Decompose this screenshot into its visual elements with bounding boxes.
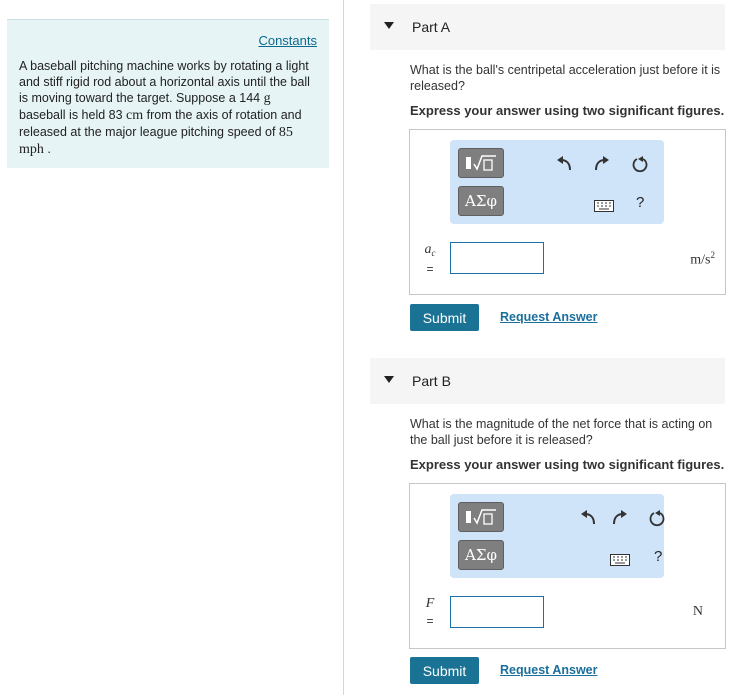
part-b-header[interactable]: [370, 358, 725, 404]
part-b-instruction: Express your answer using two significant figures.: [410, 457, 725, 472]
greek-symbols-button[interactable]: ΑΣφ: [458, 540, 504, 570]
templates-icon: [463, 153, 499, 173]
part-b-unit: N: [692, 604, 703, 619]
part-a-header[interactable]: [370, 4, 725, 50]
help-icon[interactable]: ?: [636, 194, 645, 211]
undo-icon[interactable]: [554, 154, 574, 174]
panel-divider: [343, 0, 344, 695]
keyboard-icon[interactable]: [610, 550, 630, 570]
part-b-submit-button[interactable]: Submit: [410, 657, 479, 684]
part-a-title: Part A: [412, 19, 451, 35]
part-b-question: What is the magnitude of the net force that is acting on the ball just before it is released?: [410, 417, 713, 447]
part-b-request-answer-link[interactable]: Request Answer: [500, 663, 598, 677]
part-a-instruction: Express your answer using two significant figures.: [410, 103, 725, 118]
problem-text-4: .: [43, 142, 51, 156]
problem-text-3: from the axis of rotation and released at the major league pitching speed of: [19, 108, 302, 139]
problem-text-1: A baseball pitching machine works by rotating a light and stiff rigid rod about a horizontal axis until the ball is moving toward the target. Suppose a 144: [19, 59, 310, 105]
templates-button[interactable]: [458, 148, 504, 178]
reset-icon[interactable]: [630, 154, 650, 174]
collapse-triangle-icon[interactable]: [384, 22, 394, 29]
part-a-answer-box: [409, 129, 726, 295]
part-a-submit-button[interactable]: Submit: [410, 304, 479, 331]
problem-speed: 85 mph: [19, 125, 293, 157]
part-b-title: Part B: [412, 373, 451, 389]
part-a-question: What is the ball's centripetal acceleration just before it is released?: [410, 63, 721, 93]
part-a-math-toolbar: [450, 140, 664, 224]
undo-icon[interactable]: [578, 508, 598, 528]
redo-icon[interactable]: [610, 508, 630, 528]
part-b-answer-box: [409, 483, 726, 649]
problem-unit-g: g: [263, 91, 271, 106]
part-b-equals: =: [426, 614, 434, 628]
help-icon[interactable]: ?: [654, 548, 663, 565]
part-b-math-toolbar: [450, 494, 664, 578]
templates-icon: [463, 507, 499, 527]
part-a-answer-input[interactable]: [450, 242, 544, 274]
part-a-request-answer-link[interactable]: Request Answer: [500, 310, 598, 324]
problem-statement: [19, 58, 319, 158]
part-b-answer-input[interactable]: [450, 596, 544, 628]
templates-button[interactable]: [458, 502, 504, 532]
greek-symbols-button[interactable]: ΑΣφ: [458, 186, 504, 216]
problem-unit-cm: cm: [126, 108, 144, 123]
collapse-triangle-icon[interactable]: [384, 376, 394, 383]
part-a-equals: =: [426, 262, 434, 276]
redo-icon[interactable]: [592, 154, 612, 174]
part-a-variable: $a_c$: [424, 242, 436, 258]
problem-text-2: baseball is held 83: [19, 108, 127, 122]
problem-panel: [7, 19, 329, 168]
keyboard-icon[interactable]: [594, 196, 614, 216]
part-b-variable: F: [425, 596, 435, 611]
part-a-unit: $m/s^2$: [690, 250, 715, 268]
constants-link[interactable]: Constants: [258, 33, 317, 48]
reset-icon[interactable]: [647, 508, 667, 528]
